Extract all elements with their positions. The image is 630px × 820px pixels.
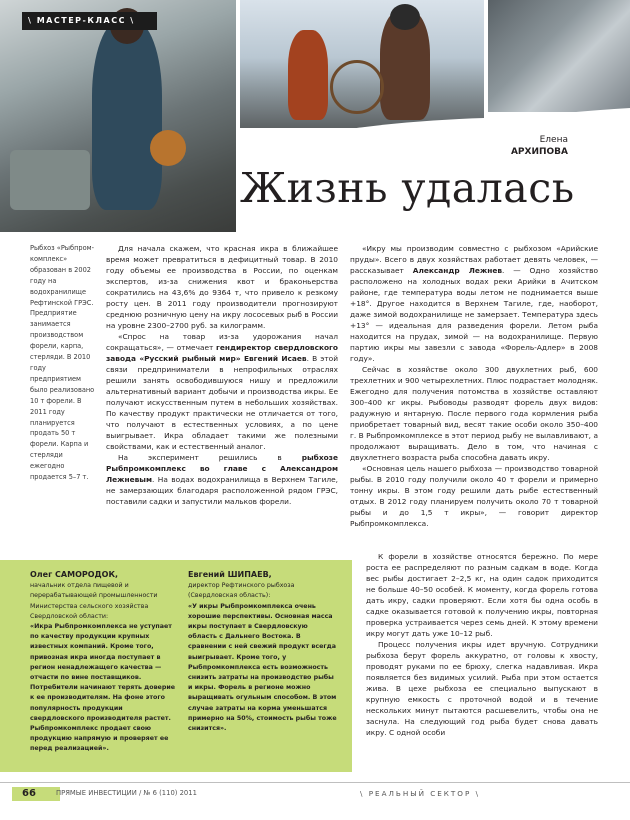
paragraph: «Икру мы производим совместно с рыбхозом «Арийские пруды». Всего в двух хозяйствах работает девять человек, — рассказывает Александр Лежнев. — Одно хозяйство расположено на холодных водах реки Арийки в Ачитском районе, где температура воды летом не поднимается выше +18°. Другое находится в Верхнем Тагиле, где, наоборот, даже зимой водохранилище не замерзает. Температура здесь +13° — идеальная для разведения форели. Летом рыба находится на прудах, зимой — на водохранилище. Первую партию икры мы завезли с завода «Форель-Адлер» в 2008 году». bbox=[350, 244, 598, 363]
author-last-name: АРХИПОВА bbox=[510, 147, 568, 157]
sidebar-caption: Рыбхоз «Рыбпром-комплекс» образован в 2002 году на водохранилище Рефтинской ГРЭС. Предприятие занимается производством форели, карпа, стерляди. В 2010 году предприятием было реализовано 10 т форели. В 2011 году планируется продать 50 т форели. Карпа и стерляди ежегодно продается 5–7 т. bbox=[30, 244, 95, 482]
paragraph: Процесс получения икры идет вручную. Сотрудники рыбхоза берут форель аккуратно, от головы к хвосту, проводят руками по ее брюху, слегка надавливая. Икра появляется без видимых усилий. Рыба при этом остается жива. В цехе рыбхоза ее специально выпускают в крупную емкость с проточной водой и в течение нескольких минут пытаются расшевелить, чтобы она не заснула. На следующий год рыба будет снова давать икру. С одной особи bbox=[366, 640, 598, 737]
author-byline bbox=[511, 134, 568, 158]
article-column-1 bbox=[106, 243, 338, 507]
quote-name: Евгений ШИПАЕВ, bbox=[188, 570, 272, 579]
decorative-curve bbox=[0, 0, 630, 260]
paragraph: «Основная цель нашего рыбхоза — производство товарной рыбы. В 2010 году получили около 40 т форели и примерно тонну икры. В этом году решили дать рыбе естественный отдых. В 2012 году планируем получить около 70 т товарной рыбы и до 1,5 т икры», — говорит директор Рыбпромкомплекса. bbox=[350, 464, 598, 528]
quote-text: «Икра Рыбпромкомплекса не уступает по качеству продукции крупных известных компаний. Кроме того, привозная икра иногда поступает в регион ненадлежащего качества — отчасти по вине поставщиков. Потребители начинают терять доверие к ее производителям. На фоне этого популярность продукции свердловского производителя растет. Рыбпромкомплекс продает свою продукцию напрямую и проверяет ее перед реализацией». bbox=[30, 623, 176, 753]
article-column-2-continued bbox=[366, 551, 598, 738]
author-first-name: Елена bbox=[539, 135, 568, 145]
quote-role: начальник отдела пищевой и перерабатывающей промышленности Министерства сельского хозяйства Свердловской области: bbox=[30, 582, 158, 620]
paragraph: Сейчас в хозяйстве около 300 двухлетних рыб, 600 трехлетних и 900 четырехлетних. Плюс подрастает молодняк. Ежегодно для получения потомства в хозяйстве оставляют 300–400 кг икры. Рыбоводы разводят форель двух видов: радужную и янтарную. После первого года кормления рыба приобретает товарный вид, весят такие особи около 350–400 г. В Рыбпромкомплексе в этот период рыбу не вылавливают, а продолжают выращивать. Дело в том, что начиная с двухлетнего возраста рыба способна давать икру. bbox=[350, 365, 598, 462]
quote-samorodok bbox=[30, 570, 178, 755]
page-number: 66 bbox=[12, 787, 60, 801]
magazine-issue: ПРЯМЫЕ ИНВЕСТИЦИИ / № 6 (110) 2011 bbox=[56, 789, 197, 797]
article-column-2 bbox=[350, 243, 598, 529]
footer-divider bbox=[0, 782, 630, 783]
rubric-label: \ МАСТЕР-КЛАСС \ bbox=[22, 12, 157, 30]
quote-role: директор Рефтинского рыбхоза (Свердловская область): bbox=[188, 582, 295, 600]
quote-shipaev bbox=[188, 570, 338, 734]
section-label: \ РЕАЛЬНЫЙ СЕКТОР \ bbox=[360, 789, 480, 798]
paragraph: «Спрос на товар из-за удорожания начал сокращаться», — отмечает гендиректор свердловского завода «Русский рыбный мир» Евгений Исаев. В этой связи предприниматели в непрофильных отраслях решили занять освободившуюся нишу и предложили альтернативный вариант добычи и производства икры. Ее получают искусственным путем в небольших хозяйствах. По качеству продукт практически не отличается от того, что получают в естественных условиях, а по цене выигрывает. Икра обладает такими же полезными свойствами, как и естественный аналог. bbox=[106, 332, 338, 451]
quote-name: Олег САМОРОДОК, bbox=[30, 570, 119, 579]
quote-text: «У икры Рыбпромкомплекса очень хорошие перспективы. Основная масса икры поступает в Свердловскую область с Дальнего Востока. В сравнении с ней свежий продукт всегда выигрывает. Кроме того, у Рыбпромкомплекса есть возможность снизить затраты на производство рыбы и икры. Форель в регионе можно выращивать огульным способом. В этом случае затраты на корма уменьшатся примерно на 50%, стоимость рыбы тоже снизится». bbox=[188, 602, 337, 733]
article-title: Жизнь удалась bbox=[240, 164, 575, 212]
paragraph: К форели в хозяйстве относятся бережно. По мере роста ее распределяют по разным садкам в воде. Когда вес рыбы достигает 2–2,5 кг, на один садок приходится не больше 40–50 особей. К моменту, когда форель готова дать икру, садки проверяют. Если хотя бы одна особь в садке оказывается готовой к получению икры, повторная проверка устраивается через семь дней. К этому времени икру могут дать уже 10–12 рыб. bbox=[366, 552, 598, 638]
paragraph: На эксперимент решились в рыбхозе Рыбпромкомплекс во главе с Александром Лежневым. На водах водохранилища в Верхнем Тагиле, не замерзающих благодаря расположенной рядом ГРЭС, поставили садки и запустили мальков форели. bbox=[106, 453, 338, 506]
paragraph: Для начала скажем, что красная икра в ближайшее время может превратиться в дефицитный товар. В 2010 году объемы ее производства в России, по оценкам экспертов, из-за снижения квот и браконьерства сократились на 43,6% до 9364 т, что привело к резкому росту цен. В 2011 году производители прогнозируют среднюю розничную цену на икру лососевых рыб в России на уровне 2300–2700 руб. за килограмм. bbox=[106, 244, 338, 330]
